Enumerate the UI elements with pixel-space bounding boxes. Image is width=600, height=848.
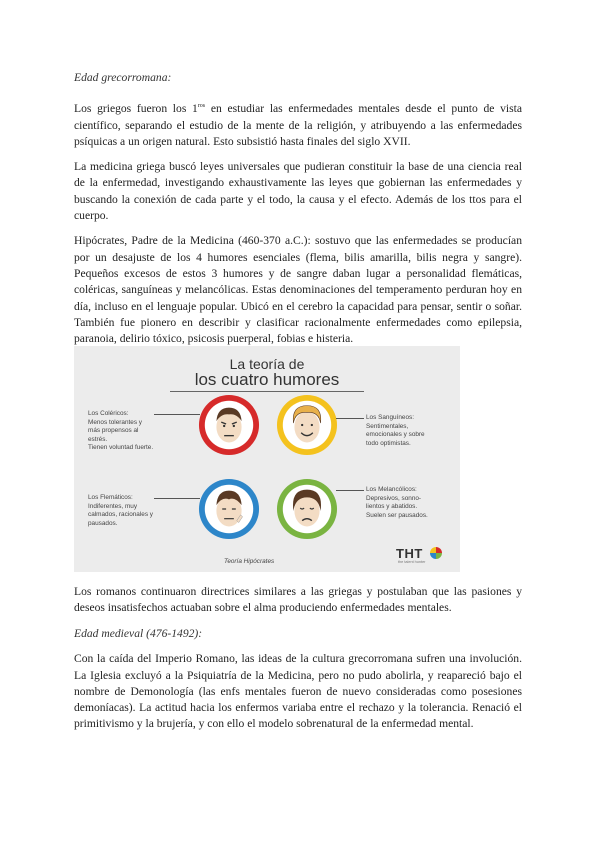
phlegmatic-face-icon — [198, 478, 260, 540]
section-medieval — [74, 626, 522, 733]
figure-title-line1: La teoría de — [229, 356, 305, 372]
paragraph-medicina-griega: La medicina griega buscó leyes universales que pudieran constituir la base de una ciencia real de la enfermedad, investigando exhaustivamente las leyes que gobiernan las enfermedades y buscando la conexión de cada parte y el todo, la causa y el efecto. Además de los ttos para el cuerpo. — [74, 160, 522, 223]
sanguine-face-icon — [276, 394, 338, 456]
choleric-description: Los Coléricos: Menos tolerantes y más propensos al estrés. Tienen voluntad fuerte. — [88, 410, 154, 452]
choleric-leader-line — [154, 414, 200, 415]
four-humors-figure — [74, 346, 460, 572]
logo-text: THT — [396, 546, 423, 561]
heading-medieval: Edad medieval (476-1492): — [74, 627, 203, 640]
paragraph-romanos: Los romanos continuaron directrices similares a las griegas y postulaban que las pasiones y deseos insatisfechos actuaban sobre el alma produciendo enfermedades mentales. — [74, 585, 522, 615]
heading-grecorromana: Edad grecorromana: — [74, 71, 172, 84]
melancholic-face-icon — [276, 478, 338, 540]
paragraph-medieval: Con la caída del Imperio Romano, las ideas de la cultura grecorromana sufren una involución. La Iglesia excluyó a la Psiquiatría de la Medicina, pero no pudo abolirla, y reapareció bajo el nombre de Demonología (las enfs mentales fueron de nuevo consideradas como posesiones demoníacas). La actitud hacia los enfermos variaba entre el rechazo y la tolerancia. Renació el primitivismo y la brujería, y con ello el modelo sobrenatural de la enfermedad mental. — [74, 652, 522, 731]
melancholic-leader-line — [336, 490, 364, 491]
figure-caption: Teoría Hipócrates — [224, 558, 275, 565]
logo-pinwheel-icon — [430, 547, 442, 559]
section-romanos — [74, 584, 522, 617]
title-underline — [170, 391, 364, 392]
paragraph-hipocrates: Hipócrates, Padre de la Medicina (460-370 a.C.): sostuvo que las enfermedades se producían por un desajuste de los 4 humores esenciales (flema, bilis amarilla, bilis negra y sangre). Pequeños excesos de estos 3 humores y de sangre daban lugar a personalidad flemáticas, coléricas, sanguíneas y melancólicas. Estas denominaciones del temperamento perduran hoy en día, incluso en el lenguaje popular. Ubicó en el cerebro la capacidad para pensar, sentir o soñar. También fue pionero en describir y clasificar racionalmente enfermedades como epilepsia, paranoia, delirio tóxico, psicosis puerperal, fobias e histeria. — [74, 234, 522, 346]
tht-logo — [396, 546, 448, 566]
sanguine-description: Los Sanguíneos: Sentimentales, emocionales y sobre todo optimistas. — [366, 414, 425, 447]
phlegmatic-leader-line — [154, 498, 200, 499]
section-grecorromana — [74, 70, 522, 347]
choleric-face-icon — [198, 394, 260, 456]
figure-title-line2: los cuatro humores — [194, 370, 340, 389]
logo-subtitle: the talent hunter — [398, 560, 426, 564]
phlegmatic-description: Los Flemáticos: Indiferentes, muy calmados, racionales y pausados. — [88, 494, 154, 527]
sanguine-leader-line — [336, 418, 364, 419]
paragraph-griegos: Los griegos fueron los $1^{ros}$ en estudiar las enfermedades mentales desde el punto de vista científico, separando el estudio de la mente de la religión, y atribuyendo a las enfermedades psíquicas a un origen natural. Esto subsistió hasta finales del siglo XVII. — [74, 102, 522, 148]
melancholic-description: Los Melancólicos: Depresivos, sonno- lientos y abatidos. Suelen ser pausados. — [366, 486, 428, 519]
